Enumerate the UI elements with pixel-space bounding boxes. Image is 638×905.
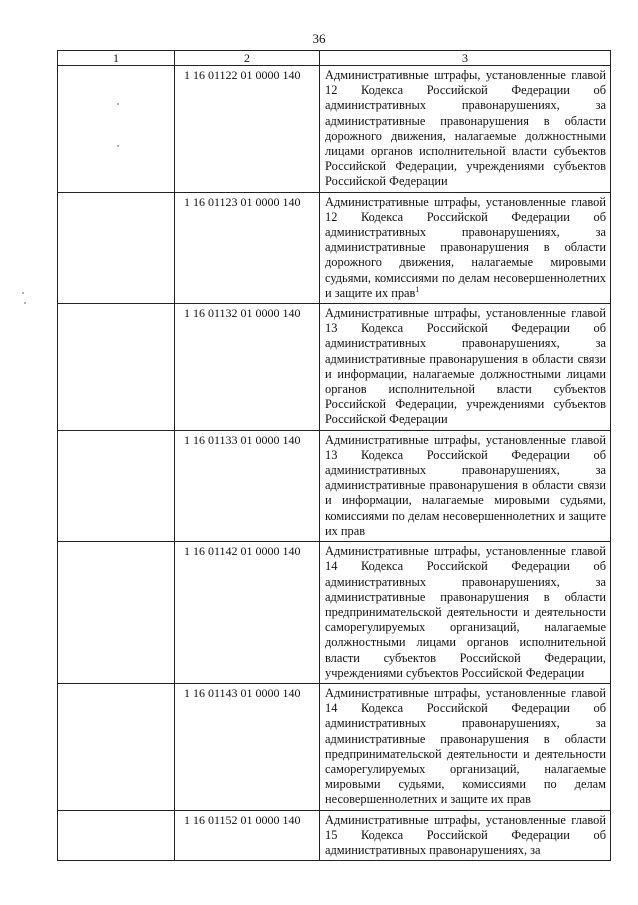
scan-speck — [117, 145, 119, 147]
empty-cell — [58, 430, 175, 541]
scan-speck — [24, 302, 26, 304]
budget-classification-code: 1 16 01122 01 0000 140 — [175, 66, 320, 193]
column-header-3: 3 — [320, 51, 611, 66]
description-text: Административные штрафы, установленные главой 13 Кодекса Российской Федерации об административных правонарушениях, за административные правонарушения в области связи и информации, налагаемые должностными лицами органов исполнительной власти субъектов Российской Федерации, учреждениями субъектов Российской Федерации — [325, 306, 606, 427]
revenue-description — [320, 810, 611, 861]
budget-classification-code: 1 16 01123 01 0000 140 — [175, 192, 320, 303]
empty-cell — [58, 192, 175, 303]
page-number: 36 — [312, 31, 326, 46]
empty-cell — [58, 810, 175, 861]
budget-classification-code: 1 16 01133 01 0000 140 — [175, 430, 320, 541]
table-row — [58, 192, 611, 303]
footnote-marker: 1 — [415, 284, 420, 294]
description-text: Административные штрафы, установленные главой 14 Кодекса Российской Федерации об административных правонарушениях, за административные правонарушения в области предпринимательской деятельности и деятельности саморегулируемых организаций, налагаемые мировыми судьями, комиссиями по делам несовершеннолетних и защите их прав — [325, 685, 606, 807]
scan-speck — [22, 292, 24, 294]
description-text: Административные штрафы, установленные главой 15 Кодекса Российской Федерации об административных правонарушениях, за — [325, 812, 606, 857]
budget-codes-table — [57, 50, 611, 861]
description-text: Административные штрафы, установленные главой 12 Кодекса Российской Федерации об административных правонарушениях, за административные правонарушения в области дорожного движения, налагаемые мировыми судьями, комиссиями по делам несовершеннолетних и защите их прав — [325, 194, 606, 300]
budget-classification-code: 1 16 01152 01 0000 140 — [175, 810, 320, 861]
table-header-row — [58, 51, 611, 66]
empty-cell — [58, 304, 175, 431]
description-text: Административные штрафы, установленные главой 14 Кодекса Российской Федерации об административных правонарушениях, за административные правонарушения в области предпринимательской деятельности и деятельности саморегулируемых организаций, налагаемые должностными лицами органов исполнительной власти субъектов Российской Федерации, учреждениями субъектов Российской Федерации — [325, 544, 606, 680]
revenue-description — [320, 66, 611, 193]
scan-speck — [117, 103, 119, 105]
table-row — [58, 542, 611, 684]
empty-cell — [58, 542, 175, 684]
column-header-1: 1 — [58, 51, 175, 66]
table-row — [58, 683, 611, 810]
revenue-description — [320, 683, 611, 810]
revenue-description — [320, 304, 611, 431]
description-text: Административные штрафы, установленные главой 12 Кодекса Российской Федерации об административных правонарушениях, за административные правонарушения в области дорожного движения, налагаемые должностными лицами органов исполнительной власти субъектов Российской Федерации, учреждениями субъектов Российской Федерации — [325, 68, 606, 189]
revenue-description — [320, 542, 611, 684]
table-row — [58, 66, 611, 193]
description-text: Административные штрафы, установленные главой 13 Кодекса Российской Федерации об административных правонарушениях, за административные правонарушения в области связи и информации, налагаемые мировыми судьями, комиссиями по делам несовершеннолетних и защите их прав — [325, 432, 606, 538]
column-header-2: 2 — [175, 51, 320, 66]
revenue-description — [320, 430, 611, 541]
budget-classification-code: 1 16 01142 01 0000 140 — [175, 542, 320, 684]
budget-classification-code: 1 16 01132 01 0000 140 — [175, 304, 320, 431]
table-row — [58, 304, 611, 431]
budget-classification-code: 1 16 01143 01 0000 140 — [175, 683, 320, 810]
revenue-description — [320, 192, 611, 303]
empty-cell — [58, 66, 175, 193]
empty-cell — [58, 683, 175, 810]
table-row — [58, 430, 611, 541]
table-row — [58, 810, 611, 861]
